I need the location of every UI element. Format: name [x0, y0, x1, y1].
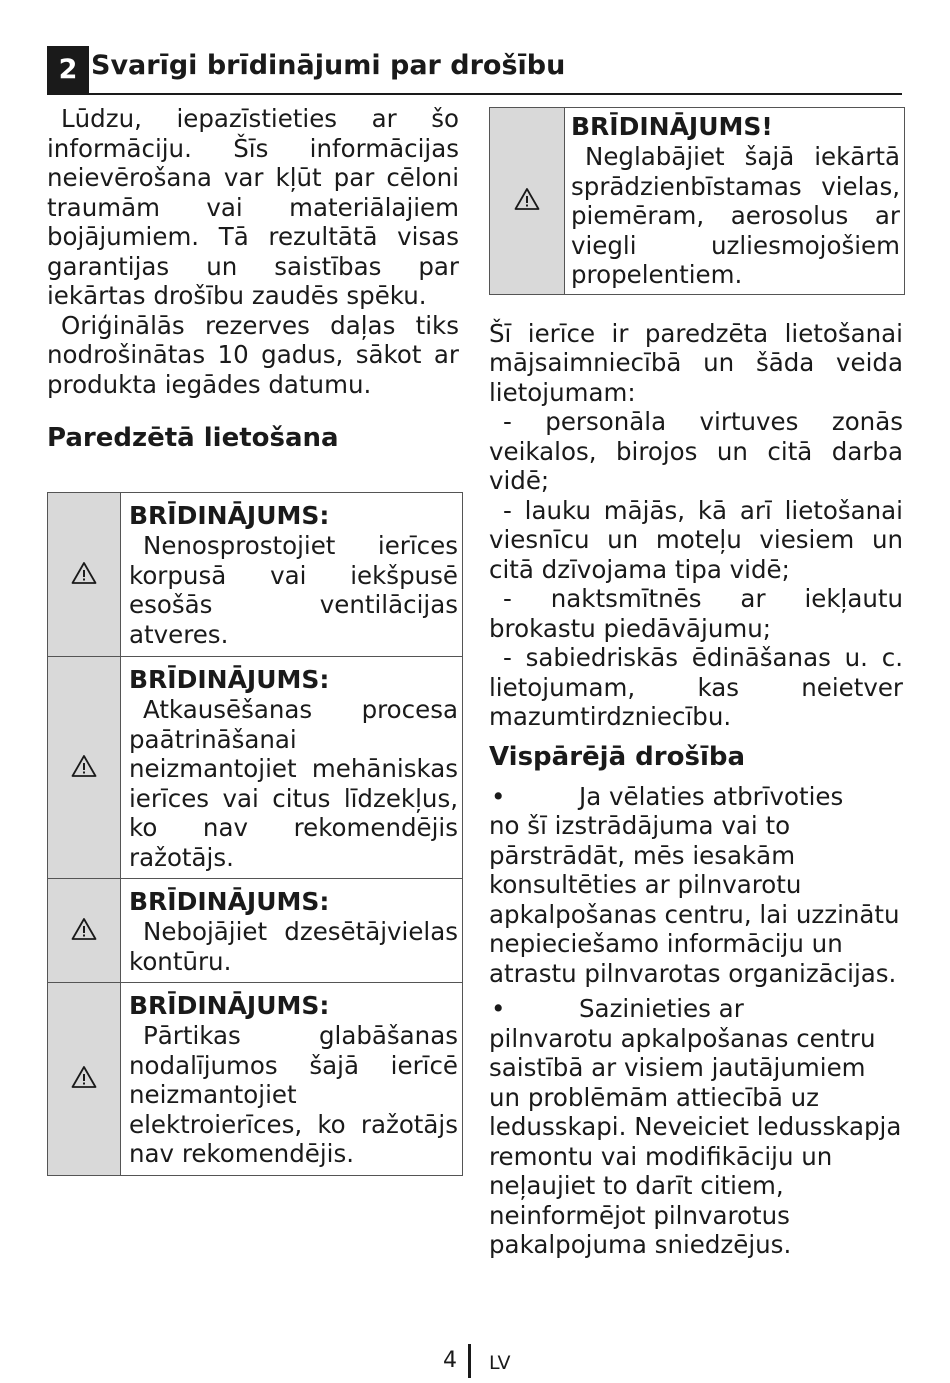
intended-use-heading: Paredzētā lietošana	[47, 423, 339, 453]
warning-row	[48, 493, 463, 657]
warning-title: BRĪDINĀJUMS:	[129, 665, 330, 694]
bullet-item	[489, 994, 903, 1260]
spare-parts-paragraph: Oriģinālās rezerves daļas tiks nodrošinātas 10 gadus, sākot ar produkta iegādes datumu.	[47, 310, 459, 399]
warning-text: Nenosprostojiet ierīces korpusā vai iekšpusē esošās ventilācijas atveres.	[129, 531, 458, 649]
general-safety-heading: Vispārējā drošība	[489, 741, 746, 772]
bullet-item	[489, 782, 903, 989]
page-number: 4	[443, 1348, 457, 1373]
warning-text: Neglabājiet šajā iekārtā sprādzienbīstamas vielas, piemēram, aerosolus ar viegli uzliesmojošiem propelentiem.	[571, 142, 900, 289]
bullet-mark: •	[491, 781, 506, 811]
usage-item: - sabiedriskās ēdināšanas u. c. lietojumam, kas neietver mazumtirdzniecību.	[489, 643, 903, 731]
warning-triangle-icon	[71, 754, 97, 778]
chapter-header	[47, 46, 902, 95]
page-footer	[0, 1344, 950, 1378]
warning-row	[48, 657, 463, 879]
language-code: LV	[489, 1352, 511, 1374]
bullet-mark: •	[491, 994, 506, 1023]
warning-triangle-icon	[514, 187, 540, 211]
warning-text: Pārtikas glabāšanas nodalījumos šajā ierīcē neizmantojiet elektroierīces, ko ražotājs nav rekomendējis.	[129, 1021, 458, 1168]
warning-text: Atkausēšanas procesa paātrināšanai neizmantojiet mehāniskas ierīces vai citus līdzekļus, ko nav rekomendējis ražotājs.	[129, 695, 458, 872]
intro-paragraph: Lūdzu, iepazīstieties ar šo informāciju. Šīs informācijas neievērošana var kļūt par cēloni traumām vai materiālajiem bojājumiem. Tā rezultātā visas garantijas un saistības par iekārtas drošību zaudēs spēku.	[47, 104, 459, 310]
left-column	[47, 104, 459, 455]
chapter-number: 2	[47, 46, 89, 93]
warning-row	[48, 879, 463, 983]
usage-item: - lauku mājās, kā arī lietošanai viesnīcu un moteļu viesiem un citā dzīvojama tipa vidē;	[489, 495, 903, 584]
bullet-first-line: Sazinieties ar	[579, 994, 744, 1023]
bullet-text: pilnvarotu apkalpošanas centru saistībā ar visiem jautājumiem un problēmām attiecībā uz ledusskapi. Neveiciet ledusskapja remontu vai modifikāciju un neļaujiet to darīt citiem, neinformējot pilnvarotus pakalpojuma sniedzējus.	[489, 1023, 902, 1259]
warning-text: Nebojājiet dzesētājvielas kontūru.	[129, 917, 458, 976]
usage-item: - naktsmītnēs ar iekļautu brokastu piedāvājumu;	[489, 584, 903, 643]
right-column	[489, 107, 903, 1260]
warning-triangle-icon	[71, 917, 97, 941]
footer-divider	[468, 1344, 471, 1378]
bullet-text: no šī izstrādājuma vai to pārstrādāt, mēs iesakām konsultēties ar pilnvarotu apkalpošanas centru, lai uzzinātu nepieciešamo informāciju un atrastu pilnvarotas organizācijas.	[489, 811, 900, 988]
warning-title: BRĪDINĀJUMS:	[129, 887, 330, 916]
chapter-title: Svarīgi brīdinājumi par drošību	[91, 50, 566, 81]
warning-title: BRĪDINĀJUMS:	[129, 501, 330, 530]
explosive-substances-warning	[489, 107, 905, 295]
warning-triangle-icon	[71, 1065, 97, 1089]
warning-triangle-icon	[71, 561, 97, 585]
bullet-first-line: Ja vēlaties atbrīvoties	[579, 781, 844, 811]
intended-use-warnings-table	[47, 492, 463, 1176]
warning-title: BRĪDINĀJUMS!	[571, 112, 773, 141]
usage-intro: Šī ierīce ir paredzēta lietošanai mājsaimniecībā un šāda veida lietojumam:	[489, 318, 903, 407]
warning-row	[48, 983, 463, 1176]
usage-item: - personāla virtuves zonās veikalos, birojos un citā darba vidē;	[489, 407, 903, 495]
warning-title: BRĪDINĀJUMS:	[129, 991, 330, 1020]
